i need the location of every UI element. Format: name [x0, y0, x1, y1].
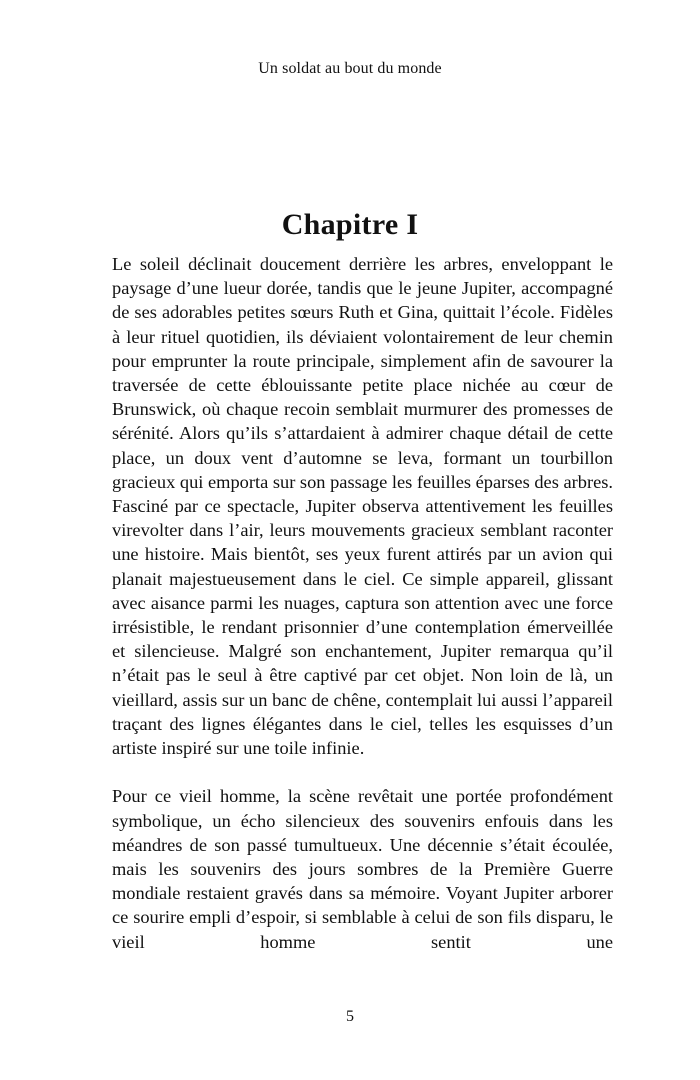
chapter-title: Chapitre I — [281, 208, 419, 241]
page-number: 5 — [346, 1008, 354, 1025]
paragraph-2: Pour ce vieil homme, la scène revêtait une portée profondément symbolique, un écho silencieux des souvenirs enfouis dans les méandres de son passé tumultueux. Une décennie s’était écoulée, mais les souvenirs des jours sombres de la Première Guerre mondiale restaient gravés dans sa mémoire. Voyant Jupiter arborer ce sourire empli d’espoir, si semblable à celui de son fils disparu, le vieil homme sentit une — [112, 786, 613, 952]
chapter-body — [112, 252, 613, 954]
paragraph-1: Le soleil déclinait doucement derrière les arbres, enveloppant le paysage d’une lueur dorée, tandis que le jeune Jupiter, accompagné de ses adorables petites sœurs Ruth et Gina, quittait l’école. Fidèles à leur rituel quotidien, ils déviaient volontairement de leur chemin pour emprunter la route principale, simplement afin de savourer la traversée de cette éblouissante petite place nichée au cœur de Brunswick, où chaque recoin semblait murmurer des promesses de sérénité. Alors qu’ils s’attardaient à admirer chaque détail de cette place, un doux vent d’automne se leva, formant un tourbillon gracieux qui emporta sur son passage les feuilles éparses des arbres. Fasciné par ce spectacle, Jupiter observa attentivement les feuilles virevolter dans l’air, leurs mouvements gracieux semblant raconter une histoire. Mais bientôt, ses yeux furent attirés par un avion qui planait majestueusement dans le ciel. Ce simple appareil, glissant avec aisance parmi les nuages, captura son attention avec une force irrésistible, le rendant prisonnier d’une contemplation émerveillée et silencieuse. Malgré son enchantement, Jupiter remarqua qu’il n’était pas le seul à être captivé par cet objet. Non loin de là, un vieillard, assis sur un banc de chêne, contemplait lui aussi l’appareil traçant des lignes élégantes dans le ciel, telles les esquisses d’un artiste inspiré sur une toile infinie. — [112, 254, 613, 759]
running-header: Un soldat au bout du monde — [258, 60, 442, 77]
